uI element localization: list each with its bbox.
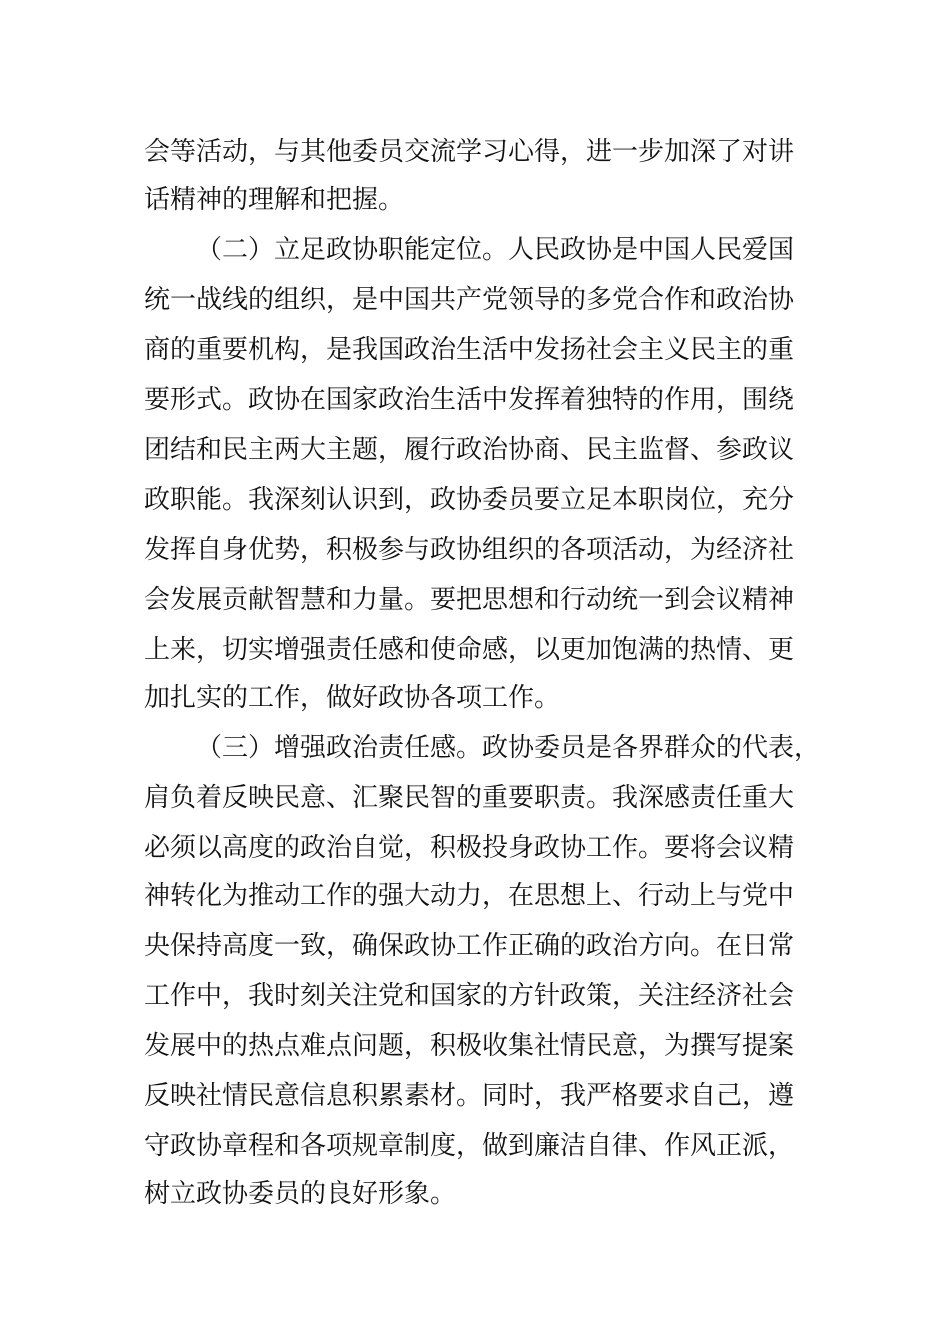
text-line: 统一战线的组织，是中国共产党领导的多党合作和政治协 bbox=[144, 285, 795, 315]
text-line: 必须以高度的政治自觉，积极投身政协工作。要将会议精 bbox=[144, 833, 795, 863]
text-line: （二）立足政协职能定位。人民政协是中国人民爱国 bbox=[196, 235, 795, 265]
text-line: 团结和民主两大主题，履行政治协商、民主监督、参政议 bbox=[144, 435, 795, 465]
text-line: 会发展贡献智慧和力量。要把思想和行动统一到会议精神 bbox=[144, 585, 795, 615]
text-line: 会等活动，与其他委员交流学习心得，进一步加深了对讲 bbox=[144, 137, 795, 167]
text-line: 反映社情民意信息积累素材。同时，我严格要求自己，遵 bbox=[144, 1081, 795, 1111]
text-line: 话精神的理解和把握。 bbox=[144, 185, 405, 215]
text-line: 商的重要机构，是我国政治生活中发扬社会主义民主的重 bbox=[144, 335, 795, 365]
text-line: 神转化为推动工作的强大动力，在思想上、行动上与党中 bbox=[144, 881, 795, 911]
text-line: 树立政协委员的良好形象。 bbox=[144, 1179, 457, 1209]
text-line: 工作中，我时刻关注党和国家的方针政策，关注经济社会 bbox=[144, 981, 795, 1011]
text-line: 要形式。政协在国家政治生活中发挥着独特的作用，围绕 bbox=[144, 385, 795, 415]
text-line: 肩负着反映民意、汇聚民智的重要职责。我深感责任重大 bbox=[144, 783, 795, 813]
text-line: （三）增强政治责任感。政协委员是各界群众的代表， bbox=[196, 733, 821, 763]
text-line: 发展中的热点难点问题，积极收集社情民意，为撰写提案 bbox=[144, 1031, 795, 1061]
text-line: 上来，切实增强责任感和使命感，以更加饱满的热情、更 bbox=[144, 635, 795, 665]
text-line: 加扎实的工作，做好政协各项工作。 bbox=[144, 683, 561, 713]
text-line: 守政协章程和各项规章制度，做到廉洁自律、作风正派， bbox=[144, 1131, 795, 1161]
text-line: 央保持高度一致，确保政协工作正确的政治方向。在日常 bbox=[144, 931, 795, 961]
text-line: 政职能。我深刻认识到，政协委员要立足本职岗位，充分 bbox=[144, 485, 795, 515]
text-line: 发挥自身优势，积极参与政协组织的各项活动，为经济社 bbox=[144, 535, 795, 565]
